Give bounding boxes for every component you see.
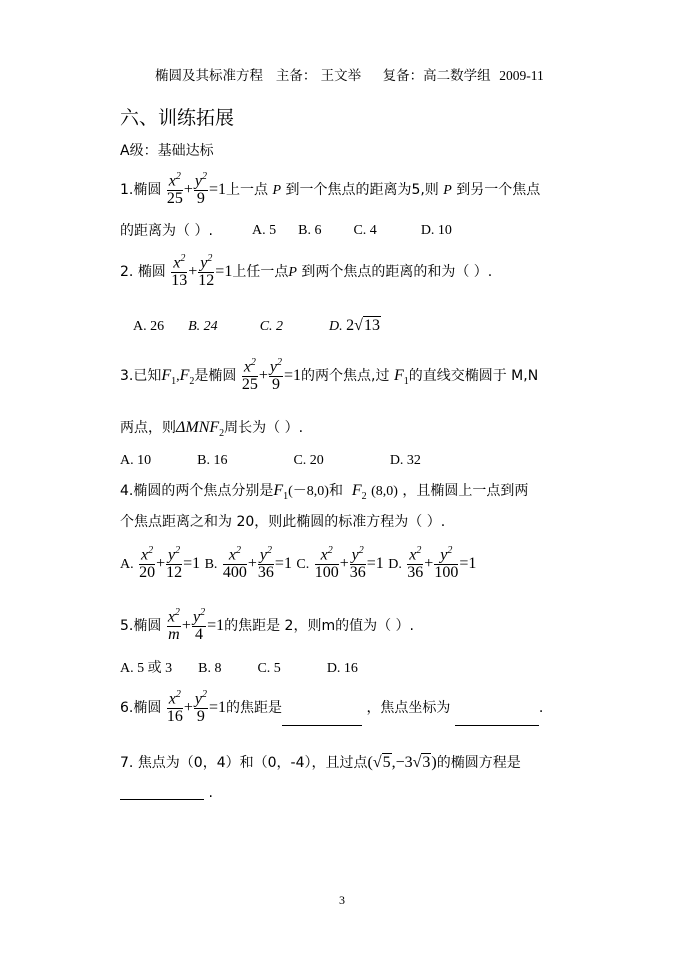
q3-f2-letter: F	[179, 366, 190, 384]
q3-line2: 两点，则$\Delta MNF_2$周长为（ ）.	[120, 419, 304, 439]
q4-opt-a-eq: =1	[183, 554, 201, 572]
q4-opt-c-d2: 36	[349, 564, 366, 582]
question-3: 3.已知$F_1,F_2$是椭圆 $\frac{x^2}{25}$ + $\frac{y^2}{9}$ =1的两个焦点,过 $F_1$的直线交椭圆于 M,N	[120, 357, 539, 394]
q7-line2	[120, 786, 213, 800]
q2-frac-y: $\frac{y^2}{12}$	[198, 253, 215, 290]
q3-frac-y: $\frac{y^2}{9}$	[269, 357, 283, 394]
q7-end: .	[208, 785, 213, 801]
q1-opt-c: C. 4	[353, 223, 377, 238]
q4-opt-a-d1: 20	[139, 564, 156, 582]
q2-p: P	[288, 264, 297, 280]
q5-opt-a: A. 5 或 3	[120, 661, 173, 676]
question-5: 5.椭圆 $\frac{x^2}{m}$ + $\frac{y^2}{4}$ =1的焦距是 2，则m的值为（ ）.	[120, 607, 414, 644]
q3-f1-letter: F	[161, 366, 172, 384]
q2-opt-c: C. 2	[259, 319, 284, 334]
q3-opt-a: A. 10	[120, 453, 152, 468]
q4-number: 4.	[120, 483, 134, 499]
q7-blank[interactable]	[120, 799, 204, 800]
q2-opt-d: D.	[329, 319, 343, 334]
q2-optd-radicand: 13	[363, 317, 380, 334]
q3-number: 3.	[120, 367, 134, 384]
question-2: 2. 椭圆 $\frac{x^2}{13}$ + $\frac{y^2}{12}$ =1上任一点P 到两个焦点的距离的和为（ ）.	[120, 253, 493, 290]
q1-opt-a: A. 5	[252, 223, 277, 238]
q1-y: y	[194, 172, 202, 190]
q1-p2: P	[443, 182, 452, 198]
q2-opt-a: A. 26	[133, 319, 165, 334]
q1-x: x	[168, 172, 176, 190]
q7-paren-open: (	[367, 754, 373, 771]
q5-opt-d: D. 16	[326, 661, 358, 676]
q4-and: 和	[328, 483, 343, 499]
q4-opt-b-label: B.	[204, 556, 218, 572]
q2-d1: 13	[171, 272, 188, 290]
q1-d2: 9	[196, 190, 205, 208]
q7-text1: 焦点为（0，4）和（0，-4），且过点	[137, 755, 368, 771]
q4-text1: 椭圆的两个焦点分别是	[133, 483, 274, 499]
q3-text1: 是椭圆	[194, 367, 237, 384]
q1-p: P	[272, 182, 281, 198]
q5-opt-c: C. 5	[257, 661, 281, 676]
q6-eq: =1	[208, 698, 226, 716]
q5-opt-b: B. 8	[198, 661, 222, 676]
q2-opt-b: B. 24	[188, 319, 218, 334]
q4-opt-a-label: A.	[120, 556, 134, 572]
q4-text2: ，且椭圆上一点到两	[402, 483, 529, 499]
q3-opt-c: C. 20	[293, 453, 324, 468]
q3-text3: 的直线交椭圆于 M,N	[408, 367, 539, 384]
q3-frac-x: $\frac{x^2}{25}$	[241, 357, 258, 394]
q2-prefix: 椭圆	[137, 263, 166, 280]
q7-paren-close: )	[431, 754, 437, 771]
q4-opt-d-d1: 36	[407, 564, 424, 582]
q4-opt-d-d2: 100	[434, 564, 459, 582]
q7-number: 7.	[120, 755, 134, 771]
q3-d1: 25	[241, 376, 258, 394]
q6-end: .	[538, 699, 544, 716]
q3-eq: =1	[284, 366, 302, 384]
question-1: 1.椭圆 $\frac{x^2}{25}$ + $\frac{y^2}{9}$ =1上一点 P 到一个焦点的距离为5,则 P 到另一个焦点	[120, 171, 541, 208]
q5-options	[120, 661, 358, 676]
q1-text1: 上一点	[225, 181, 268, 198]
question-6: 6.椭圆 $\frac{x^2}{16}$ + $\frac{y^2}{9}$ =1的焦距是 ，焦点坐标为 .	[120, 689, 544, 726]
header-author-label: 主备：	[275, 68, 317, 84]
q1-d1: 25	[166, 190, 183, 208]
section-title: 六、训练拓展	[120, 107, 235, 129]
q3-f1-sub: 1	[171, 375, 177, 387]
q3-prefix: 已知	[133, 367, 162, 384]
question-7: 7. 焦点为（0，4）和（0，-4），且过点(√5,−3√3)的椭圆方程是	[120, 754, 521, 771]
q4-opt-b-eq: =1	[274, 554, 292, 572]
q5-eq: =1	[207, 616, 225, 634]
q4-opt-d-eq: =1	[459, 554, 477, 572]
page-header	[155, 64, 544, 84]
q5-number: 5.	[120, 617, 134, 634]
q2-frac-x: $\frac{x^2}{13}$	[171, 253, 188, 290]
q1-options	[252, 224, 452, 238]
header-date: 2009-11	[499, 68, 544, 83]
header-review-label: 复备：	[382, 68, 424, 84]
q6-blank-1[interactable]	[282, 725, 362, 726]
page-number: 3	[339, 893, 345, 907]
q2-text2: 到两个焦点的距离的和为（ ）.	[301, 263, 493, 280]
q1-opt-b: B. 6	[298, 223, 322, 238]
q3-opt-d: D. 32	[389, 453, 421, 468]
q5-prefix: 椭圆	[133, 617, 162, 634]
q4-opt-c-eq: =1	[366, 554, 384, 572]
question-4: 4.椭圆的两个焦点分别是$F_1(-8,0)$和 $F_2$ (8,0) ，且椭圆上一点到两	[120, 482, 529, 502]
q4-opt-a-d2: 12	[166, 564, 183, 582]
q6-blank-2[interactable]	[455, 725, 539, 726]
q6-d2: 9	[196, 708, 205, 726]
q7-radicand-1: 5	[382, 754, 391, 771]
q2-eq: =1	[215, 262, 233, 280]
q4-opt-c-label: C.	[296, 556, 310, 572]
level-label: A级：基础达标	[120, 143, 214, 159]
q7-radicand-2: 3	[422, 754, 431, 771]
header-title: 椭圆及其标准方程	[155, 68, 263, 84]
q2-text1: 上任一点	[232, 263, 289, 280]
q6-d1: 16	[166, 708, 183, 726]
q3-d2: 9	[271, 376, 280, 394]
q2-optd-coef: 2	[346, 317, 355, 334]
q4-line2: 个焦点距离之和为 20，则此椭圆的标准方程为（ ）.	[120, 514, 446, 530]
q1-text2: 到一个焦点的距离为5,则	[285, 181, 439, 198]
q3-text4: 两点，则	[120, 420, 176, 436]
q6-number: 6.	[120, 699, 134, 716]
header-review: 高二数学组	[423, 68, 491, 84]
q6-prefix: 椭圆	[133, 699, 162, 716]
q6-text1: 的焦距是	[225, 699, 282, 716]
q3-opt-b: B. 16	[197, 453, 228, 468]
q1-frac-y: $\frac{y^2}{9}$	[194, 171, 207, 208]
q3-text2: 的两个焦点,过	[301, 367, 390, 384]
q1-text3: 到另一个焦点	[456, 181, 541, 198]
q2-d2: 12	[198, 272, 215, 290]
q1-frac-x: $\frac{x^2}{25}$	[166, 171, 183, 208]
header-author: 王文举	[320, 68, 362, 84]
q7-text2: 的椭圆方程是	[436, 755, 521, 771]
q4-opt-b-d2: 36	[257, 564, 274, 582]
q3-text5: 周长为（ ）.	[224, 420, 304, 436]
q1-line2: 的距离为（ ）.	[120, 223, 213, 239]
q1-prefix: 椭圆	[133, 181, 162, 198]
q4-opt-b-d1: 400	[222, 564, 247, 582]
q2-options: A. 26 B. 24 C. 2 D. 2√13	[133, 317, 380, 334]
q5-d2: 4	[195, 626, 203, 644]
q4-options: A. $\frac{x^2}{20}$ + $\frac{y^2}{12}$ =1 B. $\frac{x^2}{400}$ + $\frac{y^2}{36}$ =1 C. $\frac{x^2}{100}$ + $\frac{y^2}{36}$ =1 D. $\frac{x^2}{36}$ + $\frac{y^2}{100}$ =1	[120, 545, 477, 582]
q3-f2-sub: 2	[189, 375, 195, 387]
q5-d1: m	[168, 626, 180, 644]
q4-f1-coord: (－8,0)	[288, 484, 329, 499]
q1-eq: =1	[208, 180, 226, 198]
q5-text1: 的焦距是 2，则m的值为（ ）.	[224, 617, 414, 634]
q3-options	[120, 454, 421, 468]
q3-triangle: ΔMNF	[176, 419, 220, 436]
q1-opt-d: D. 10	[420, 223, 452, 238]
q4-opt-d-label: D.	[388, 556, 402, 572]
q7-mid: ,−3	[391, 754, 413, 771]
q4-opt-c-d1: 100	[314, 564, 339, 582]
q2-number: 2.	[120, 263, 134, 280]
q4-f2-coord: (8,0)	[371, 484, 398, 499]
q6-text2: ，焦点坐标为	[366, 699, 451, 716]
q1-number: 1.	[120, 181, 134, 198]
